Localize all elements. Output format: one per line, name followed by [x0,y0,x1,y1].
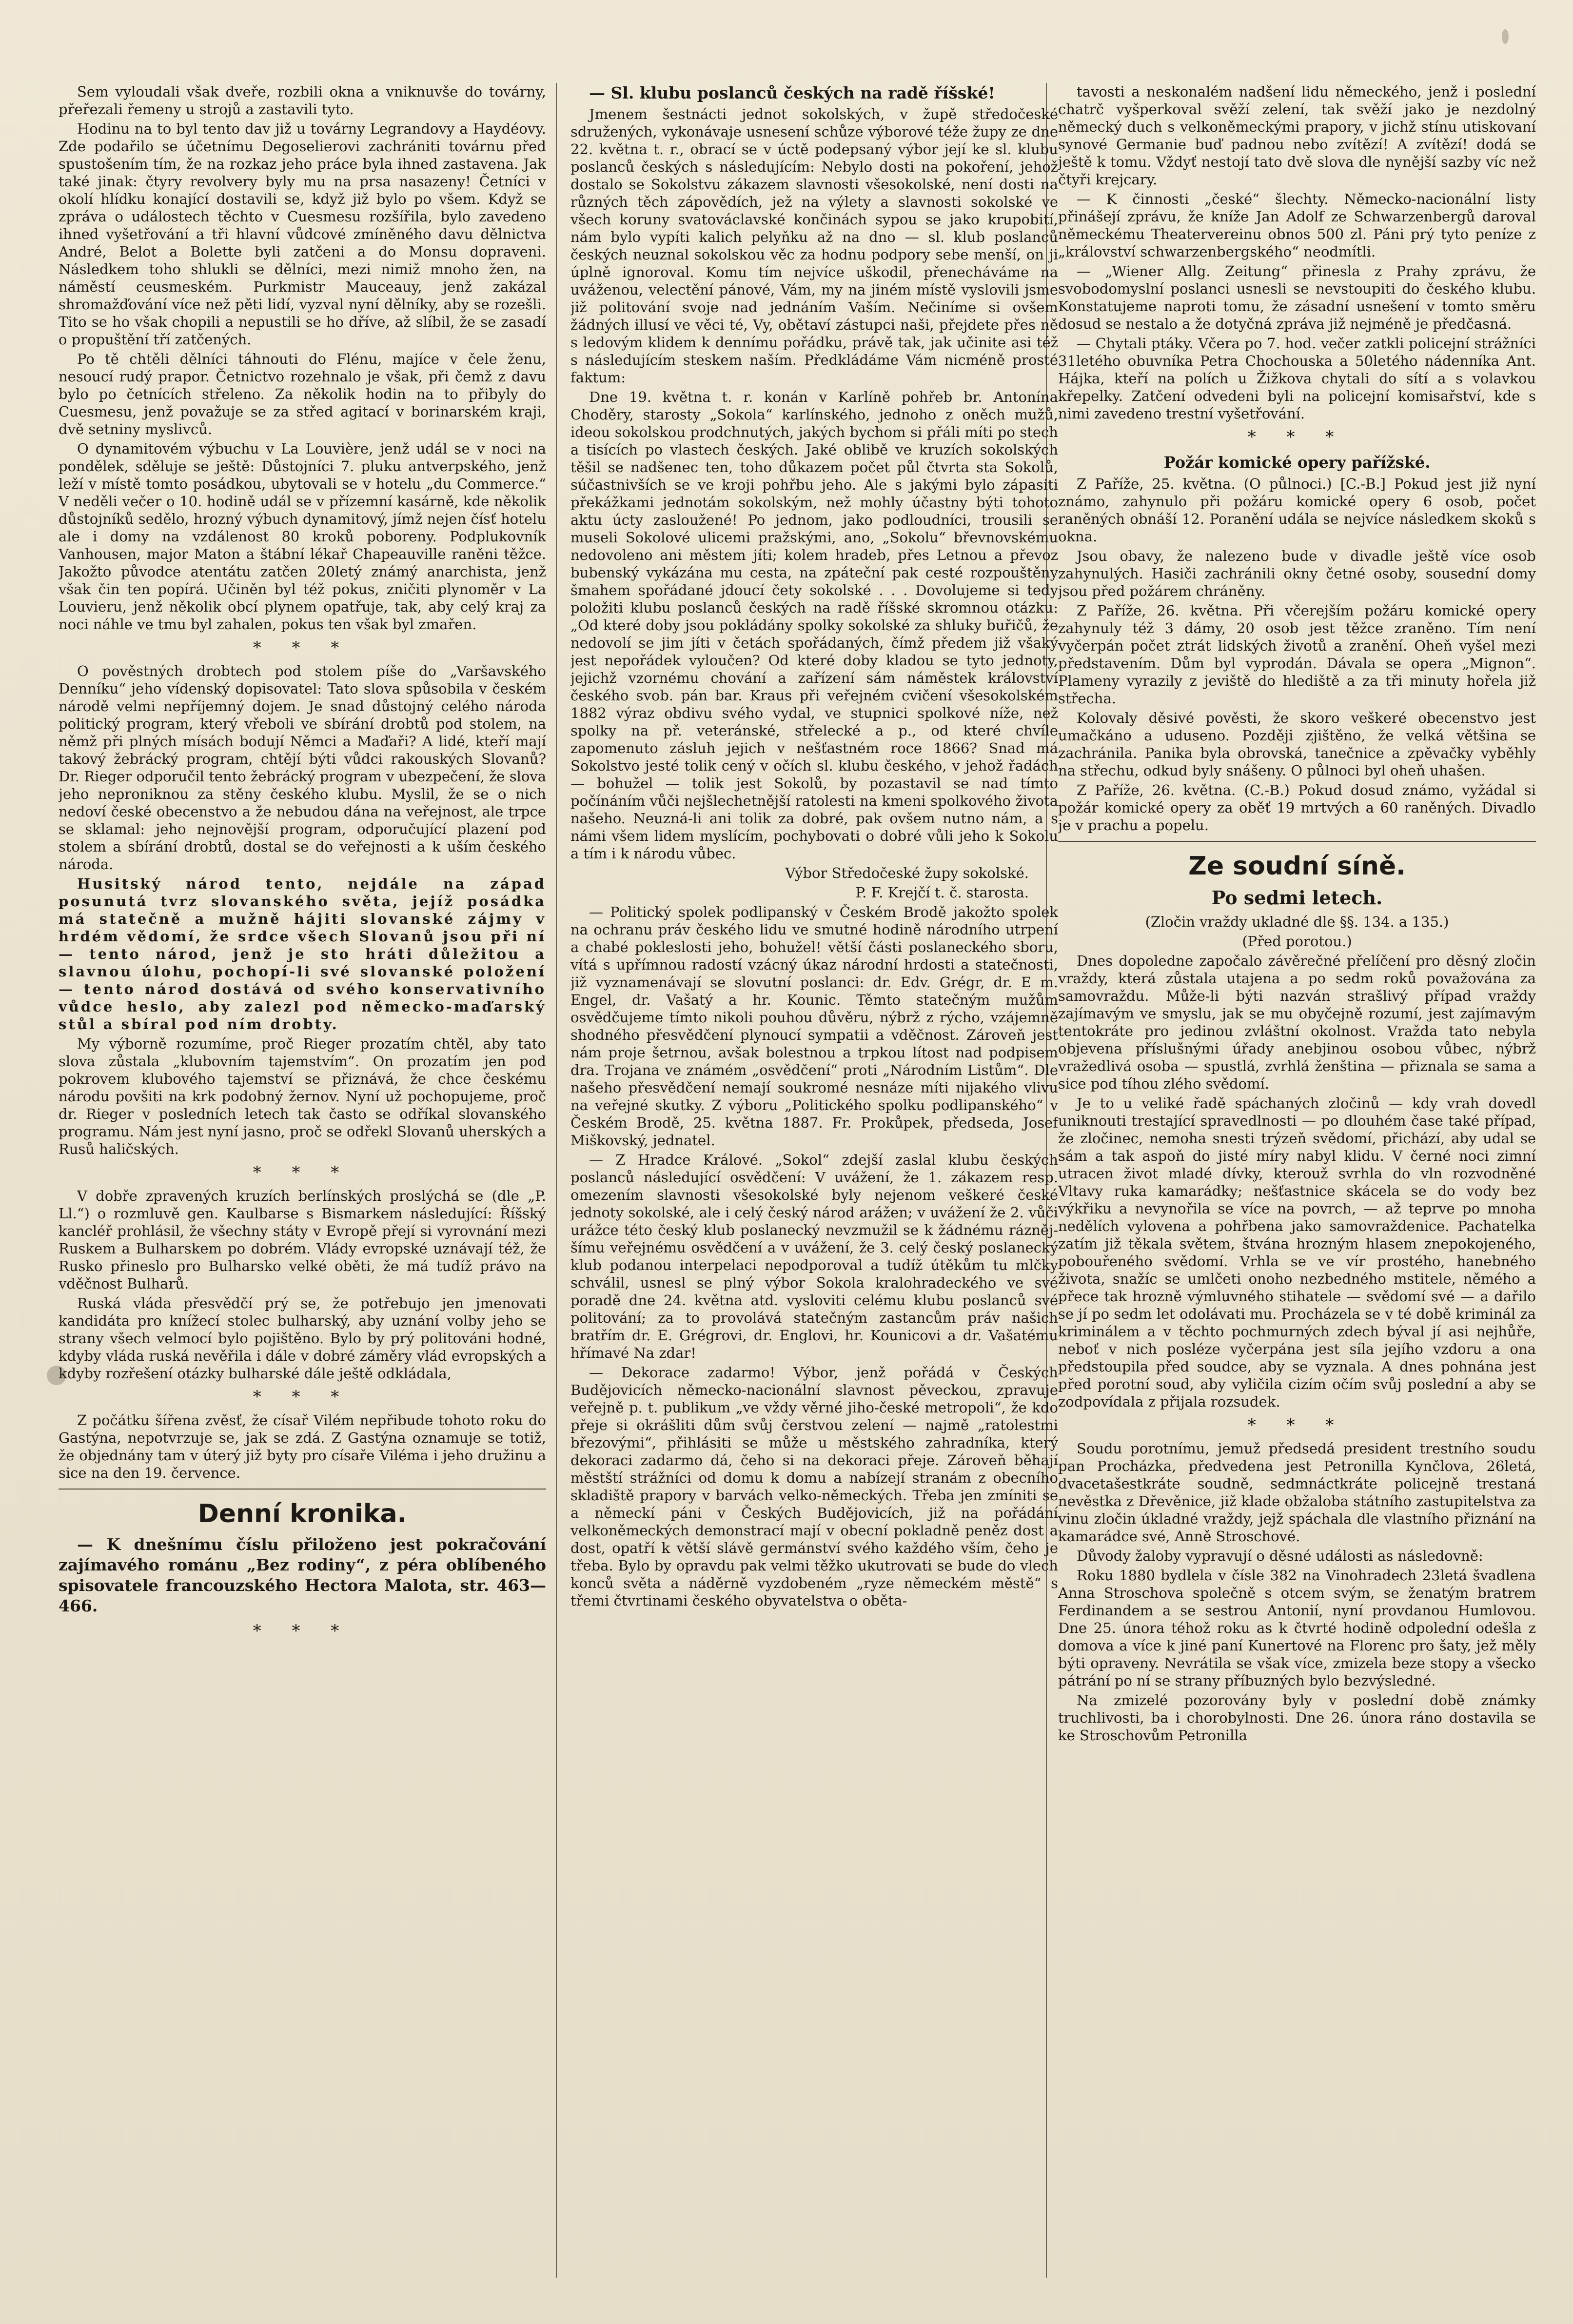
signature: Výbor Středočeské župy sokolské. [785,865,1029,881]
article-paragraph: Kolovaly děsivé pověsti, že skoro veškeré obecenstvo jest umačkáno a uduseno. Později zjištěno, že velká většina se zachránila. Panika byla obrovská, tanečnice a zpěvačky vyběhly na střechu, odkud byly snášeny. O půlnoci byl oheň uhašen. [1058,710,1536,779]
article-paragraph: — Dekorace zadarmo! Výbor, jenž pořádá v Českých Budějovicích německo-nacionální slavnost pěveckou, zpravuje veřejně p. t. publikum „ve vždy věrné jiho-české metropoli“, že kdo přeje si okrášliti dům svůj čerstvou zelení — najmě „ratolestmi březovými“, přihlásiti se může u městského zahradníka, který dekoraci zadarmo dá, čeho si na dekoraci přeje. Zároveň běhají městští strážníci od domu k domu a nabízejí stranám z obecního skladiště prapory v barvách velko-německých. Třeba jen zmíniti se a německí páni v Českých Budějovicích, již na pořádání velkoněmeckých demonstrací mají v obecní pokladně peněz dost a dost, opatří k větší slávě germánství svého každého vším, čeho je třeba. Bylo by opravdu pak velmi těžko ukutrovati se bude do vlech konců světa a náděrně vyzdobeném „ryze německém městě“ s třemi čtvrtinami českého obyvatelstva o oběta- [570,1364,1058,1609]
ink-spot [1502,29,1509,44]
article-paragraph: Po tě chtěli dělníci táhnouti do Flénu, majíce v čele ženu, nesoucí rudý prapor. Četnictvo rozehnalo je však, při čemž z davu bylo po četnících střeleno. Za několik hodin na to přibyly do Cuesmesu, jenž považuje se za střed agitací v borinarském kraji, dvě setniny myslivců. [59,351,546,437]
court-subtitle: Po sedmi letech. [1211,887,1383,909]
signature: P. F. Krejčí t. č. starosta. [855,884,1029,901]
section-stars: * * * [1247,1415,1347,1435]
column-rule-1 [556,83,557,2278]
article-paragraph: My výborně rozumíme, proč Rieger prozatím chtěl, aby tato slova zůstala „klubovním tajemstvím“. On prozatím jen pod pokrovem klubového tajemství se přiznává, že chce českému národu povšiti na krk podobný žernov. Nyní už pochopujeme, proč dr. Rieger v posledních letech tak často se odříkal slovanského programu. Nám jest nyní jasno, proč se odřekl Slovanů uherských a Rusů haličských. [59,1035,546,1157]
column-3 [1058,83,1536,2292]
article-paragraph: Z Paříže, 25. května. (O půlnoci.) [C.-B.] Pokud jest již nyní známo, zahynulo při požáru komické opery 6 osob, počet raněných obnáší 12. Poranění udála se nejvíce následkem skoků s okna. [1058,476,1536,545]
column-1 [59,83,546,2292]
article-paragraph: Dnes dopoledne započalo závěrečné přelíčení pro děsný zločin vraždy, která zůstala utajena a po sedm roků považována za samovraždu. Může-li býti nazván strašlivý případ vraždy zajímavým ve smyslu, jak se mu obyčejně rozumí, jest zajímavým tentokráte pro jedinou zvláštní okolnost. Vražda tato nebyla objevena příslušnými úřady anebjinou osobou vůbec, nýbrž vražedlivá osoba — spustlá, zvrhlá ženština — přiznala se sama a sice pod tíhou zlého svědomí. [1058,953,1536,1092]
article-paragraph: Z Paříže, 26. května. Při včerejším požáru komické opery zahynuly též 3 dámy, 20 osob jest těžce zraněno. Tím není vyčerpán počet ztrát lidských životů a zranění. Oheň vyšel mezi představením. Dům byl vyprodán. Dávala se opera „Mignon“. Plameny vyrazily z jeviště do hlediště a za tři minuty hořela již střecha. [1058,602,1536,707]
court-header: (Zločin vraždy ukladné dle §§. 134. a 135.) [1145,914,1449,930]
article-paragraph: Dne 19. května t. r. konán v Karlíně pohřeb br. Antonína Choděry, starosty „Sokola“ karlínského, jednoho z oněch mužů, ideou sokolskou prodchnutých, jakých bychom si přáli míti po stech a tisících po vlastech českých. Jaké oblibě ve kruzích sokolských těšil se nadšenec ten, toho důkazem počet půl čtvrta sta Sokolů, súčastnivších se ve kroji pohřbu jeho. Ale s jakými bylo zápasiti překážkami jednotám sokolským, než mohly účastny býti tohoto aktu úcty zasloužené! Po jednom, jako podloudníci, trousili se museli Sokolové ulicemi pražskými, ano, „Sokolu“ břevnovskému nedovoleno ani městem jíti; kolem hradeb, přes Letnou a převoz bubenský vykázána mu cesta, na zpáteční pak cesté rozpouštěny šmahem spořádané jdoucí čety sokolské . . . Dovolujeme si tedy položiti klubu poslanců českých na radě říšské skromnou otázku: „Od které doby jsou pokládány spolky sokolské za shluky buřičů, že nedovolí se jim jíti v četách spořádaných, čímž předem již všaký jest nepořádek vyloučen? Od které doby kladou se tyto jednoty, jejichž vzornému chování a zařízení sám náměstek království českého svob. pán bar. Kraus při veřejném cvičení všesokolském 1882 výraz obdivu svého vydal, ve stupnici spolkové níže, než spolky na př. veteránské, střelecké a p., od které chvíle zapomenuto zásluh jejich v nešťastném roce 1866? Snad má Sokolstvo jesté tolik cený v očích sl. klubu českého, v jehož řadách — bohužel — tolik jest Sokolů, by pozastavil se nad tímto počínáním vůči nejšlechetnější ratolesti na kmeni spolkového života našeho. Neuzná-li ani tolik za dobré, pak ovšem nutno nám, a s námi všem lidem myslícím, pochybovati o dobré vůli jeho k Sokolu a tím i k národu vůbec. [570,389,1058,862]
article-paragraph: Roku 1880 bydlela v čísle 382 na Vinohradech 23letá švadlena Anna Stroschova společně s otcem svým, se ženatým bratrem Ferdinandem a se sestrou Antonií, nyní provdanou Humlovou. Dne 25. února téhož roku as k čtvrté hodině odpolední odešla z domova a více k jiné paní Kunertové na Florenc pro šaty, jež měly býti opraveny. Nevrátila se však více, zmizela beze stopy a všecko pátrání po ní se strany příbuzných bylo bezvýsledné. [1058,1567,1536,1689]
article-paragraph: tavosti a neskonalém nadšení lidu německého, jenž i poslední chatrč vyšperkoval svěží zelení, tak svěží jako je nezdolný německý duch s velkoněmeckými prapory, v jichž stínu utiskovaní synové Germanie buď padnou nebo zvítězí! A zvítězí! dodá se ještě k tomu. Vždyť nestojí tato dvě slova dle nynější sazby víc než čtyři krejcary. [1058,83,1536,188]
article-paragraph: Jsou obavy, že nalezeno bude v divadle ještě více osob zahynulých. Hasiči zachránili okny četné osoby, sousední domy jsou před požárem chráněny. [1058,548,1536,599]
article-paragraph: Z počátku šířena zvěsť, že císař Vilém nepřibude tohoto roku do Gastýna, nepotvrzuje se, jak se zdá. Z Gastýna oznamuje se totiž, že objednány tam v úterý již byty pro císaře Viléma i jeho družinu a sice na den 19. července. [59,1412,546,1481]
article-paragraph: Ruská vláda přesvědčí prý se, že potřebujo jen jmenovati kandidáta pro knížecí stolec bulharský, aby uznání volby jeho se strany všech velmocí bylo pojištěno. Bylo by prý politováni hodné, kdyby vláda ruská nevěřila i dále v dobré záměry vlád evropských a kdyby rozřešení otázky bulharské dále ještě odkládala, [59,1295,546,1382]
article-paragraph: — K dnešnímu číslu přiloženo jest pokračování zajímavého románu „Bez rodiny“, z péra oblíbeného spisovatele francouzského Hectora Malota, str. 463—466. [59,1535,546,1615]
article-paragraph: V dobře zpravených kruzích berlínských proslýchá se (dle „P. Ll.“) o rozmluvě gen. Kaulbarse s Bismarkem následující: Říšský kancléř prohlásil, že všechny státy v Evropě přejí si vyrovnání mezi Ruskem a Bulharskem po dobrém. Vlády evropské uznávají též, že Rusko přineslo pro Bulharsko velké oběti, že má tudíž právo na vděčnost Bulharů. [59,1188,546,1292]
section-stars: * * * [253,638,352,657]
section-stars: * * * [1247,427,1347,447]
article-paragraph: Soudu porotnímu, jemuž předsedá president trestního soudu pan Procházka, předvedena jest Petronilla Kynčlova, 26letá, dvacetašestkráte soudně, sedmnáctkráte policejně trestaná nevěstka z Dřevěnice, již klade obžaloba státního zastupitelstva za vinu zločin úkladné vraždy, jejž spáchala dle vlastního přiznání na kamarádce své, Anně Stroschové. [1058,1440,1536,1545]
divider [59,1489,546,1490]
section-stars: * * * [253,1621,352,1641]
article-paragraph: Sem vyloudali však dveře, rozbili okna a vniknuvše do továrny, přeřezali řemeny u strojů a zastavili tyto. [59,83,546,118]
divider [1058,841,1536,842]
article-paragraph: — Chytali ptáky. Včera po 7. hod. večer zatkli policejní strážníci 31letého obuvníka Petra Chochouska a 50letého nádenníka Ant. Hájka, kteří na polích u Žižkova chytali do sítí a s volavkou křepelky. Zatčení odvedeni byli na policejní komisařství, kde s nimi zavedeno trestní vyšetřování. [1058,335,1536,422]
court-title: Ze soudní síně. [1188,852,1406,881]
article-paragraph: O dynamitovém výbuchu v La Louvière, jenž udál se v noci na pondělek, sděluje se ještě: Důstojníci 7. pluku antverpského, jenž leží v místě tomto posádkou, ubytovali se v hotelu „du Commerce.“ V neděli večer o 10. hodině udál se v přízemní kasárně, kde několik důstojníků sedělo, hrozný výbuch dynamitový, jímž nejen čísť hotelu ale i domy na vzdálenost 80 kroků poboreny. Podplukovník Vanhousen, major Maton a štábní lékař Chapeauville raněni těžce. Jakožto původce atentátu zatčen 20letý známý anarchista, jenž však čin ten popírá. Učiněn byl též pokus, zničiti plynoměr v La Louvieru, jenž několik obcí plynem opatřuje, tak, aby celý kraj za noci náhle ve tmu byl zahalen, pokus ten však byl zmařen. [59,440,546,633]
article-paragraph: Na zmizelé pozorovány byly v poslední době známky truchlivosti, ba i chorobylnosti. Dne 26. února ráno dostavila se ke Stroschovům Petronilla [1058,1692,1536,1744]
column-2 [570,83,1058,2292]
article-paragraph: O pověstných drobtech pod stolem píše do „Varšavského Denníku“ jeho vídenský dopisovatel: Tato slova spůsobila v českém národě velmi nepříjemný dojem. Je snad důstojný celého národa politický program, který vřeboli ve sbírání drobtů pod stolem, na němž při plných mísách bodují Němci a Maďaři? A lidé, kteří mají takový žebrácký program, chtějí býti vůdci rakouských Slovanů? Dr. Rieger odporučil tento žebrácký program v ubezpečení, že slova jeho neproniknou za stěny českého klubu. Myslil, že se o nich nedoví české obecenstvo a že nebudou dána na veřejnost, ale trpce se sklamal: jeho nejnovější program, odporučující plazení pod stolem a sbírání drobtů, dostal se do veřejnosti a k uším českého národa. [59,663,546,873]
denni-kronika-title: Denní kronika. [197,1499,407,1529]
article-paragraph: Důvody žaloby vypravují o děsné události as následovně: [1077,1548,1483,1564]
court-header-2: (Před porotou.) [1242,933,1352,950]
article-paragraph: Jmenem šestnácti jednot sokolských, v župě středočeské sdružených, vykonávaje usnesení schůze výborové téže župy ze dne 22. května t. r., obrací se v úctě podepsaný výbor její ke sl. klubu poslanců českých s následujícím: Nebylo dosti na pokoření, jehož dostalo se Sokolstvu zákazem slavnosti všesokolské, není dosti na různých těch zápovědích, jež na výlety a slavnosti sokolské ve všech koruny svatováclavské končinách sypou se jako krupobití, nám bylo vypíti kalich pelyňku až na dno — sl. klub poslanců českých neuznal sokolskou věc za hodnu podpory sebe menší, on ji úplně ignoroval. Komu tím nejvíce uškodil, přenecháváme na uváženou, velectění pánové, Vám, my na jiném místě vyslovili jsme již politování svoje nad jednáním Vaším. Nečiníme si ovšem žádných illusí ve věci té, Vy, obětaví zástupci naši, přejdete přes ně s ledovým klidem k dennímu pořádku, právě tak, jak učinite asi též s následujícím steskem naším. Předkládáme Vám nicméně prosté faktum: [570,106,1058,386]
article-paragraph: Hodinu na to byl tento dav již u továrny Legrandovy a Haydéovy. Zde podařilo se účetnímu Degoselierovi zachrániti továrnu před spustošením tím, že na rozkaz jeho práce byla ihned zastavena. Jak také jinak: čtyry revolvery byly mu na prsa nasazeny! Četníci v okolí hlídku konající dostavili se, když již bylo po všem. Když se zpráva o událostech těchto v Cuesmesu rozšířila, bylo zavedeno ihned vyšetřování a tři hlavní vůdcové zmíněného davu dělnictva André, Belot a Bolette byli zatčeni a do Monsu dopraveni. Následkem toho shlukli se dělníci, mezi nimiž mnoho žen, na náměstí ceusmeském. Purkmistr Mauceauy, jenž zakázal shromažďování více než pěti lidí, vyzval nyní dělníky, aby se rozešli. Tito se ho však chopili a nepustili se ho dříve, až slíbil, že se zasadí o propuštění tří zatčených. [59,120,546,348]
article-paragraph: — „Wiener Allg. Zeitung“ přinesla z Prahy zprávu, že svobodomyslní poslanci usnesli se nevstoupiti do českého klubu. Konstatujeme naproti tomu, že zásadní usnešení v tomto směru dosud se nestalo a že dotyčná zpráva již nejméně je předčasná. [1058,263,1536,332]
article-paragraph: — Z Hradce Králové. „Sokol“ zdejší zaslal klubu českých poslanců následující osvědčení: V uvážení, že 1. zákazem resp. omezením slavnosti všesokolské byly nejenom veškeré české jednoty sokolské, ale i celý český národ arážen; v uvážení že 2. vůči urážce této český klub poslanecký nevzmužil se k žádnému ráznějšímu veřejnému osvědčení a v uvážení, že 3. celý český poslanecký klub podanou interpelaci nepodporoval a tudíž útěkům tu mlčky schválil, usnesl se plný výbor Sokola kralohradeckého ve své poradě dne 24. května atd. vysloviti celému klubu poslanců své politování; za to provolává statečným zastancům práv našich bratřím dr. E. Grégrovi, dr. Englovi, hr. Kounicovi a dr. Vašatému hřímavé Na zdar! [570,1152,1058,1361]
article-paragraph: Z Paříže, 26. května. (C.-B.) Pokud dosud známo, vyžádal si požár komické opery za oběť 19 mrtvých a 60 raněných. Divadlo je v prachu a popelu. [1058,782,1536,834]
article-paragraph: — Politický spolek podlipanský v Českém Brodě jakožto spolek na ochranu práv českého lidu ve smutné hodině národního utrpení a chabé pokleslosti jeho, bohužel! větší části poslaneckého sboru, vítá s upřímnou radostí vzácný úkaz národní hrdosti a statečnosti, již vyznamenávají se slovutní poslanci: dr. Edv. Grégr, dr. E m. Engel, dr. Vašatý a hr. Kounic. Těmto statečným mužům osvědčujeme tímto nikoli pouhou důvěru, nýbrž z rýcho, vzájemně shodného přesvědčení plynoucí sympatii a vděčnost. Zároveň jest nám proje šetrnou, avšak bolestnou a trpkou lítost nad podpisem dra. Trojana ve známém „osvědčení“ proti „Národním Listům“. Dle našeho přesvědčení nemají soukromé nesnáze míti nijakého vlivu na veřejné skutky. Z výboru „Politického spolku podlipanského“ v Českém Brodě, 25. května 1887. Fr. Prokůpek, předseda, Josef Miškovský, jednatel. [570,904,1058,1149]
section-stars: * * * [253,1163,352,1182]
article-heading: — Sl. klubu poslanců českých na radě říšské! [589,83,995,102]
fire-title: Požár komické opery pařížské. [1163,453,1431,472]
article-paragraph: Je to u veliké řadě spáchaných zločinů — kdy vrah dovedl uniknouti trestající spravedlnosti — po dlouhém čase také případ, že zločinec, nemoha snesti trýzeň svědomí, přichází, aby udal se sám a tak aspoň do jisté míry nabyl klidu. V černé noci zimní utracen život mladé dívky, kterouž svrhla do vln rozvodněné Vltavy ruka kamarádky; nešťastnice skácela se do vody bez výkřiku a nevynořila se více na povrch, — až teprve po mnoha nedělích vylovena a pohřbena jako samovraždenice. Pachatelka zatím již těkala světem, štvána hrozným hlasem znepokojeného, pobouřeného svědomí. Vrhla se ve vír prostého, hanebného života, snažíc se umlčeti onoho nezbedného mstitele, němého a přece tak hrozně výmluvného stihatele — svědomí své — a dařilo se jí po sedm let odolávati mu. Procházela se v té době kriminál za kriminálem a v těchto pochmurných zdech býval jí asi nejhůře, neboť v nich posléze vyčerpána jest síla jejího vzdoru a ona předstoupila před soudce, aby se vyznala. A dnes pohnána jest před porotní soud, aby vyličila cizím očím svůj poslední a aby se zodpovídala z přijala rozsudek. [1058,1095,1536,1410]
article-paragraph: Husitský národ tento, nejdále na západ posunutá tvrz slovanského světa, jejíž posádka má statečně a mužně hájiti slovanské zájmy v hrdém vědomí, že srdce všech Slovanů jsou při ní — tento národ, jenž je sto hráti důležitou a slavnou úlohu, pochopí-li své slovanské položení — tento národ dostává od svého konservativního vůdce heslo, aby zalezl pod německo-maďarský stůl a sbíral pod ním drobty. [59,875,546,1033]
section-stars: * * * [253,1387,352,1407]
article-paragraph: — K činnosti „české“ šlechty. Německo-nacionální listy přinášejí zprávu, že kníže Jan Adolf ze Schwarzenbergů daroval německému Theatervereinu obnos 500 zl. Páni prý tyto peníze z „království schwarzenbergského“ neodmítli. [1058,191,1536,260]
